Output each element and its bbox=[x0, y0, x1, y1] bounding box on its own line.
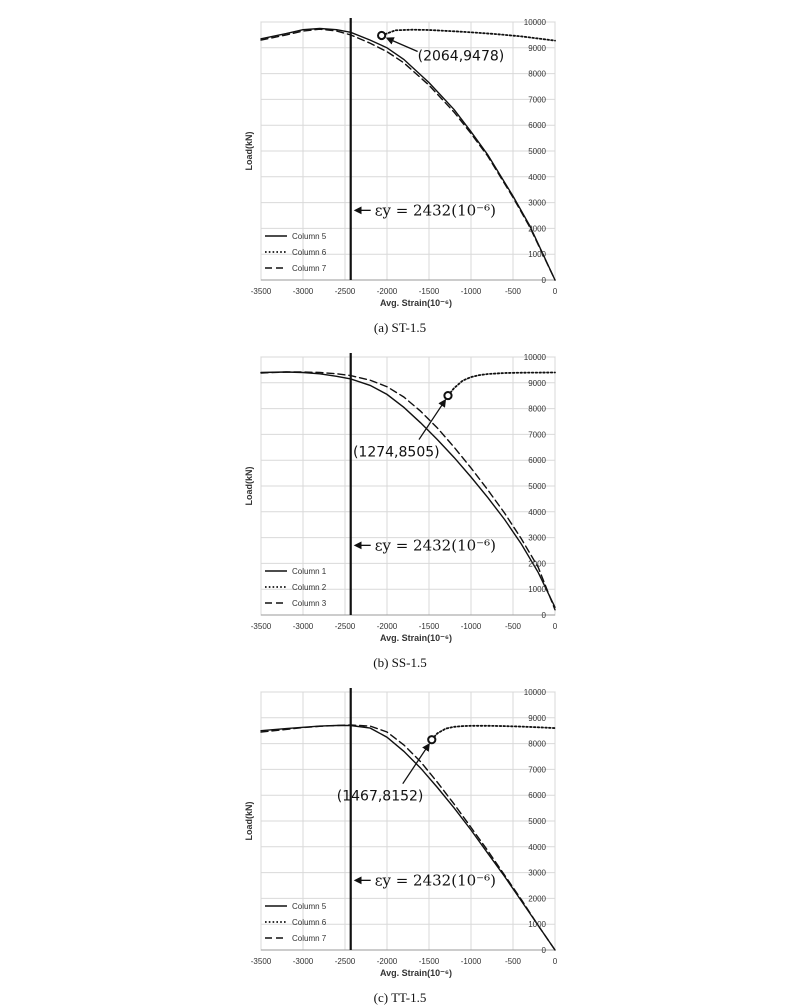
x-tick-label: -2000 bbox=[376, 287, 398, 296]
marker-label: (2064,9478) bbox=[417, 48, 505, 65]
y-tick-label: 3000 bbox=[528, 198, 546, 208]
y-tick-label: 7000 bbox=[528, 95, 546, 105]
x-tick-label: -3500 bbox=[250, 287, 272, 296]
x-tick-label: -500 bbox=[504, 287, 522, 296]
x-tick-label: -1500 bbox=[418, 957, 440, 966]
y-axis-title: Load(kN) bbox=[244, 466, 254, 506]
y-tick-label: 3000 bbox=[528, 533, 546, 543]
x-tick-label: -2000 bbox=[376, 957, 398, 966]
chart-caption: (b) SS-1.5 bbox=[373, 655, 427, 670]
y-tick-label: 6000 bbox=[528, 456, 546, 466]
y-tick-label: 5000 bbox=[528, 482, 546, 491]
y-tick-label: 5000 bbox=[528, 147, 546, 156]
x-tick-label: -1500 bbox=[418, 622, 440, 631]
x-tick-label: -3500 bbox=[250, 622, 272, 631]
y-tick-label: 1000 bbox=[528, 250, 546, 260]
y-tick-label: 4000 bbox=[528, 507, 546, 517]
marker-point bbox=[378, 32, 385, 39]
series-line-2 bbox=[432, 726, 555, 740]
yield-strain-label: εy = 2432(10⁻⁶) bbox=[374, 201, 496, 220]
x-axis-title: Avg. Strain(10⁻⁶) bbox=[379, 298, 453, 308]
y-axis-title: Load(kN) bbox=[244, 801, 254, 841]
series-line-3 bbox=[261, 29, 555, 280]
y-tick-label: 10000 bbox=[523, 353, 546, 362]
y-tick-label: 4000 bbox=[528, 172, 546, 182]
x-tick-label: -1000 bbox=[460, 287, 482, 296]
y-tick-label: 10000 bbox=[523, 688, 546, 697]
legend-label-2: Column 6 bbox=[292, 918, 327, 927]
legend-label-2: Column 6 bbox=[292, 248, 327, 257]
x-tick-label: -3500 bbox=[250, 957, 272, 966]
y-tick-label: 8000 bbox=[528, 739, 546, 749]
y-tick-label: 0 bbox=[541, 611, 546, 620]
y-tick-label: 4000 bbox=[528, 842, 546, 852]
x-tick-label: 0 bbox=[552, 287, 558, 296]
y-tick-label: 7000 bbox=[528, 430, 546, 440]
y-tick-label: 8000 bbox=[528, 404, 546, 414]
series-line-1 bbox=[261, 726, 555, 951]
x-tick-label: -500 bbox=[504, 622, 522, 631]
chart-panel-c bbox=[0, 670, 800, 1007]
y-tick-label: 10000 bbox=[523, 18, 546, 27]
chart-a-svg bbox=[0, 0, 800, 335]
chart-b-svg bbox=[0, 335, 800, 670]
y-axis-title: Load(kN) bbox=[244, 131, 254, 171]
y-tick-label: 2000 bbox=[528, 224, 546, 234]
x-tick-label: -2500 bbox=[334, 622, 356, 631]
legend-label-1: Column 5 bbox=[292, 232, 327, 241]
legend-label-3: Column 7 bbox=[292, 934, 327, 943]
y-tick-label: 1000 bbox=[528, 585, 546, 595]
yield-strain-label: εy = 2432(10⁻⁶) bbox=[374, 871, 496, 890]
yield-strain-label: εy = 2432(10⁻⁶) bbox=[374, 536, 496, 555]
y-tick-label: 9000 bbox=[528, 378, 546, 388]
marker-point bbox=[428, 736, 435, 743]
legend-label-2: Column 2 bbox=[292, 583, 327, 592]
y-tick-label: 3000 bbox=[528, 868, 546, 878]
y-tick-label: 0 bbox=[541, 946, 546, 955]
chart-c-svg bbox=[0, 670, 800, 1007]
y-tick-label: 8000 bbox=[528, 69, 546, 79]
series-line-3 bbox=[261, 725, 555, 950]
y-tick-label: 6000 bbox=[528, 791, 546, 801]
legend-label-3: Column 3 bbox=[292, 599, 327, 608]
legend-label-1: Column 5 bbox=[292, 902, 327, 911]
y-tick-label: 6000 bbox=[528, 121, 546, 131]
x-tick-label: -3000 bbox=[292, 957, 314, 966]
marker-point bbox=[444, 392, 451, 399]
x-tick-label: -3000 bbox=[292, 287, 314, 296]
x-tick-label: -500 bbox=[504, 957, 522, 966]
x-tick-label: -3000 bbox=[292, 622, 314, 631]
y-tick-label: 5000 bbox=[528, 817, 546, 826]
chart-caption: (c) TT-1.5 bbox=[373, 990, 427, 1005]
x-tick-label: 0 bbox=[552, 957, 558, 966]
series-line-2 bbox=[382, 30, 555, 41]
marker-label: (1467,8152) bbox=[336, 788, 424, 805]
marker-arrow bbox=[403, 745, 429, 784]
x-tick-label: -1000 bbox=[460, 957, 482, 966]
chart-panel-a bbox=[0, 0, 800, 335]
y-tick-label: 2000 bbox=[528, 894, 546, 904]
x-axis-title: Avg. Strain(10⁻⁶) bbox=[379, 633, 453, 643]
x-tick-label: -1000 bbox=[460, 622, 482, 631]
y-tick-label: 2000 bbox=[528, 559, 546, 569]
x-axis-title: Avg. Strain(10⁻⁶) bbox=[379, 968, 453, 978]
y-tick-label: 9000 bbox=[528, 43, 546, 53]
x-tick-label: -2500 bbox=[334, 287, 356, 296]
chart-panel-b bbox=[0, 335, 800, 670]
legend-label-3: Column 7 bbox=[292, 264, 327, 273]
marker-arrow bbox=[388, 38, 418, 51]
y-tick-label: 9000 bbox=[528, 713, 546, 723]
x-tick-label: 0 bbox=[552, 622, 558, 631]
marker-label: (1274,8505) bbox=[352, 444, 440, 461]
y-tick-label: 7000 bbox=[528, 765, 546, 775]
chart-caption: (a) ST-1.5 bbox=[373, 320, 427, 335]
x-tick-label: -2500 bbox=[334, 957, 356, 966]
x-tick-label: -1500 bbox=[418, 287, 440, 296]
y-tick-label: 0 bbox=[541, 276, 546, 285]
y-tick-label: 1000 bbox=[528, 920, 546, 930]
x-tick-label: -2000 bbox=[376, 622, 398, 631]
legend-label-1: Column 1 bbox=[292, 567, 327, 576]
